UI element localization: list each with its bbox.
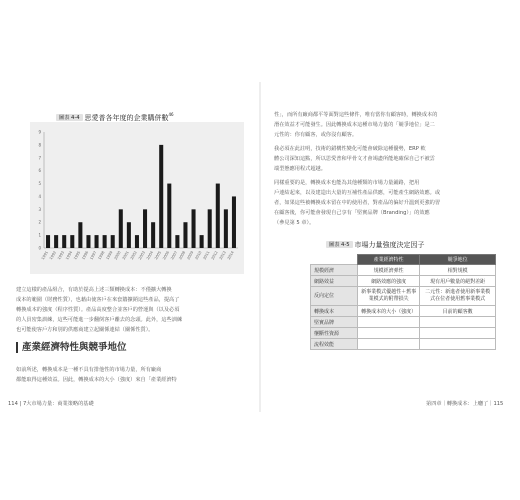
right-paragraph-line: 同樣重要的是，轉換成本也能為其他種類的市場力量鋪路，把用 <box>274 180 420 186</box>
acquisitions-chart <box>30 122 244 274</box>
chart-bar <box>86 235 90 248</box>
chart-bar <box>70 235 74 248</box>
chart-bar <box>103 235 107 248</box>
x-tick-label: 2014 <box>226 250 235 261</box>
table-tag: 圖表 4-5 <box>326 241 353 248</box>
x-tick-label: 1993 <box>57 250 66 261</box>
industry-cell <box>358 317 420 328</box>
row-label: 網路效益 <box>311 276 358 287</box>
y-tick-label: 5 <box>38 181 41 187</box>
chart-bar <box>78 222 82 248</box>
y-tick-label: 8 <box>38 142 41 148</box>
left-page <box>6 82 256 412</box>
industry-cell: 新事業模式優越性＋舊事業模式的附帶損失 <box>358 287 420 306</box>
right-paragraph-line: 在顧客後，你可能會發現自己享有「堅實品牌（Branding）」的效應 <box>274 210 430 216</box>
x-tick-label: 2008 <box>178 250 187 261</box>
header-position: 競爭地位 <box>420 255 496 265</box>
table-row <box>311 339 496 350</box>
table-corner-cell <box>311 255 358 265</box>
x-tick-label: 2001 <box>121 250 130 261</box>
right-paragraph-line: 者，如果這些被轉換成本留在中的使用者，對產品的偏好升溫到更強的習 <box>274 200 441 206</box>
x-tick-label: 2006 <box>162 250 171 261</box>
chart-bar <box>200 235 204 248</box>
table-row <box>311 265 496 276</box>
right-paragraph-line: 戶連結起來，以及建造出大量的互補性產品供應，可能產生網路效應。或 <box>274 190 441 196</box>
table-title: 市場力量強度決定因子 <box>354 241 425 249</box>
table-row <box>311 328 496 339</box>
figure-title: 思愛普各年度的企業購併數 <box>84 114 169 122</box>
table-row <box>311 306 496 317</box>
y-tick-label: 6 <box>38 168 41 174</box>
y-tick-label: 2 <box>38 219 41 225</box>
chart-bar <box>192 209 196 248</box>
x-tick-label: 1995 <box>73 250 82 261</box>
chart-bar <box>208 209 212 248</box>
right-paragraph-line: 性」，而所有廠商都平等面對這些條件，唯有當你有顧客時，轉換成本的 <box>274 112 438 118</box>
right-paragraph-line: （參見第 5 章）。 <box>274 220 315 226</box>
right-paragraph-line: 體公司深知這點，所以思愛普和甲骨文才會竭盡所能地確保自己不被雲 <box>274 156 435 162</box>
x-tick-label: 2010 <box>194 250 203 261</box>
chart-bar <box>175 235 179 248</box>
x-tick-label: 2007 <box>170 250 179 261</box>
chart-bar <box>167 184 171 248</box>
chart-bar <box>183 222 187 248</box>
header-industry: 產業經濟特性 <box>358 255 420 265</box>
chart-bar <box>143 209 147 248</box>
right-page <box>266 82 516 412</box>
industry-cell: 轉換成本的大小（強度） <box>358 306 420 317</box>
x-tick-label: 2000 <box>113 250 122 261</box>
chart-bar <box>95 235 99 248</box>
x-tick-label: 1994 <box>65 250 74 261</box>
y-tick-label: 3 <box>38 206 41 212</box>
x-tick-label: 1991 <box>40 250 49 261</box>
right-paragraph-2 <box>274 144 435 174</box>
industry-cell: 規模經濟弹性 <box>358 265 420 276</box>
chart-bar <box>119 209 123 248</box>
row-label: 轉換成本 <box>311 306 358 317</box>
right-paragraph-3 <box>274 178 440 228</box>
chart-bar <box>62 235 66 248</box>
position-cell: 現有用戶數量的絕對差距 <box>420 276 496 287</box>
x-tick-label: 2005 <box>154 250 163 261</box>
x-tick-label: 2011 <box>202 250 211 261</box>
chart-bar <box>111 235 115 248</box>
power-intensity-table <box>310 254 496 350</box>
chart-bar <box>216 184 220 248</box>
right-paragraph-1 <box>274 110 437 140</box>
right-paragraph-line: 元性的：你有顧客，或你沒有顧客。 <box>274 132 358 138</box>
position-cell: 目前的顧客數 <box>420 306 496 317</box>
x-tick-label: 1997 <box>89 250 98 261</box>
chart-bar <box>127 222 131 248</box>
table-row <box>311 287 496 306</box>
figure-note: 46 <box>168 112 174 117</box>
figure-tag: 圖表 4-4 <box>56 114 83 121</box>
position-cell <box>420 328 496 339</box>
row-label: 流程效能 <box>311 339 358 350</box>
left-paragraph-line: 如前所述，轉換成本是一種不具有排他性的市場力量，所有廠商 <box>16 367 162 373</box>
industry-cell <box>358 328 420 339</box>
chart-bar <box>54 235 58 248</box>
table-row <box>311 317 496 328</box>
industry-cell <box>358 339 420 350</box>
chart-bar <box>151 222 155 248</box>
section-heading: 產業經濟特性與競爭地位 <box>16 342 127 353</box>
left-paragraph-line: 建立這樣的產品組合，有助於提高上述三類轉換成本：不僅擴大轉換 <box>16 287 172 293</box>
y-tick-label: 1 <box>38 232 41 238</box>
left-paragraph-1 <box>16 285 182 335</box>
x-tick-label: 1999 <box>105 250 114 261</box>
table-caption <box>326 240 425 250</box>
chart-bar <box>224 209 228 248</box>
position-cell <box>420 339 496 350</box>
left-paragraph-2 <box>16 365 177 385</box>
x-tick-label: 2004 <box>145 250 154 261</box>
y-tick-label: 7 <box>38 155 41 161</box>
x-tick-label: 2012 <box>210 250 219 261</box>
left-paragraph-line: 也可能使客戶方和別的供應商建立起關係連結（關係性質）。 <box>16 327 154 333</box>
table-header-row <box>311 255 496 265</box>
left-paragraph-line: 轉換成本的強度（程序性質）。產品高度整合並客戶的營運與（以及必須 <box>16 307 180 313</box>
right-footer: 第四章｜轉換成本：上癮了｜115 <box>426 401 504 407</box>
y-tick-label: 4 <box>38 193 41 199</box>
row-label: 壟斷性資源 <box>311 328 358 339</box>
chart-bar <box>159 145 163 248</box>
chart-bar <box>135 235 139 248</box>
x-tick-label: 1996 <box>81 250 90 261</box>
left-paragraph-line: 成本的範圍（財務性質），也藉由使客戶在來套牆擴銷這些產品，提高了 <box>16 297 180 303</box>
left-paragraph-line: 都能取得這種效益。因此，轉換成本的大小（強度）來自「產業經濟特 <box>16 377 177 383</box>
table-row <box>311 276 496 287</box>
chart-bar <box>46 235 50 248</box>
row-label: 堅實品牌 <box>311 317 358 328</box>
acquisitions-chart-svg <box>30 122 244 274</box>
left-paragraph-line: 的人員密集訓練，這些可能進一步翻倒客戶離去的念頭。此外，這些訓練 <box>16 317 183 323</box>
left-footer: 114 | 7大市場力量：商業策略的基礎 <box>8 401 94 407</box>
page-gutter <box>259 82 261 412</box>
industry-cell: 網路效應的強度 <box>358 276 420 287</box>
x-tick-label: 1992 <box>48 250 57 261</box>
y-tick-label: 0 <box>38 245 41 251</box>
x-tick-label: 1998 <box>97 250 106 261</box>
position-cell <box>420 317 496 328</box>
x-tick-label: 2009 <box>186 250 195 261</box>
y-tick-label: 9 <box>38 129 41 135</box>
chart-bar <box>232 196 236 248</box>
x-tick-label: 2003 <box>137 250 146 261</box>
x-tick-label: 2013 <box>218 250 227 261</box>
right-paragraph-line: 潛在效益才可能發生。因此轉換成本這種市場力量的「競爭地位」是二 <box>274 122 435 128</box>
position-cell: 相對規模 <box>420 265 496 276</box>
position-cell: 二元性：新進者使用新事業模式在位者使用舊事業模式 <box>420 287 496 306</box>
row-label: 反向定位 <box>311 287 358 306</box>
right-paragraph-line: 我必須在此註明，技術的錯構性變化可能會破除這種優勢，ERP 軟 <box>274 146 426 152</box>
right-paragraph-line: 端型態應用程式超越。 <box>274 166 326 172</box>
row-label: 規模經濟 <box>311 265 358 276</box>
x-tick-label: 2002 <box>129 250 138 261</box>
